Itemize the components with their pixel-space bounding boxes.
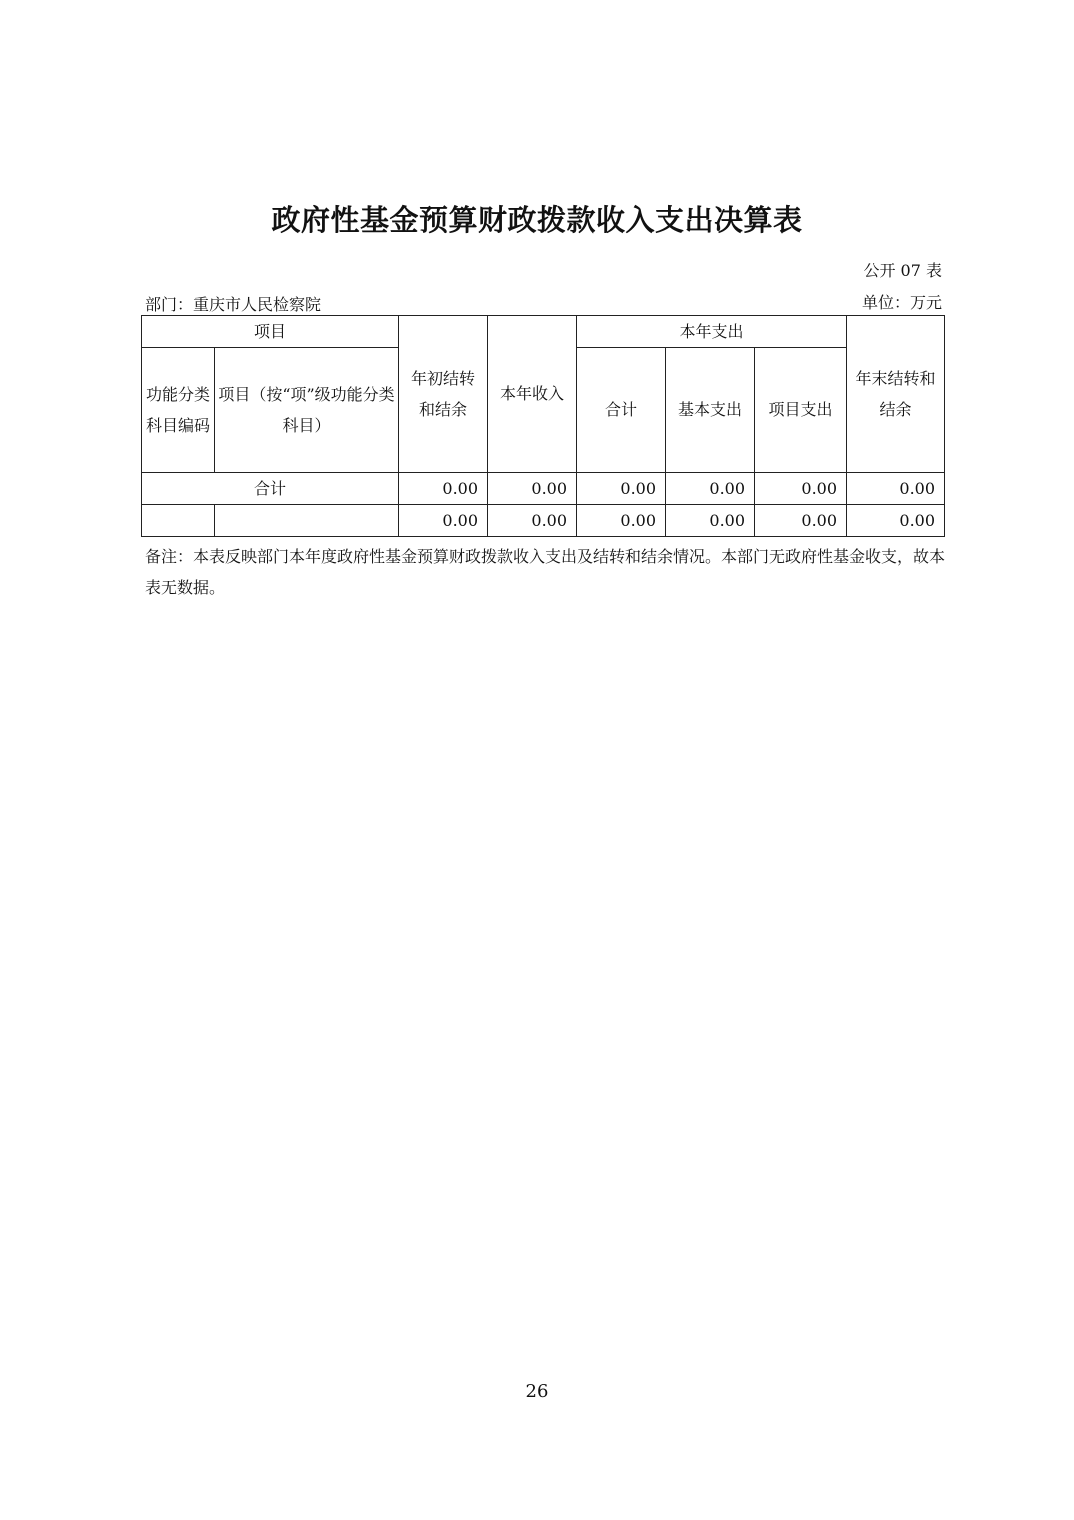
row-basic-expense: 0.00 — [666, 505, 755, 537]
form-code: 公开 07 表 — [863, 261, 942, 280]
table-row — [142, 505, 945, 537]
header-item-name: 项目（按“项”级功能分类科目） — [215, 348, 399, 473]
header-basic-expense: 基本支出 — [666, 348, 755, 473]
header-item-code: 功能分类科目编码 — [142, 348, 215, 473]
budget-table — [141, 315, 945, 537]
total-project-expense: 0.00 — [755, 473, 847, 505]
header-row-1 — [142, 316, 945, 348]
row-item-name — [215, 505, 399, 537]
row-ending-balance: 0.00 — [847, 505, 945, 537]
total-beginning-balance: 0.00 — [399, 473, 488, 505]
total-expense-total: 0.00 — [577, 473, 666, 505]
total-ending-balance: 0.00 — [847, 473, 945, 505]
total-basic-expense: 0.00 — [666, 473, 755, 505]
page-title: 政府性基金预算财政拨款收入支出决算表 — [271, 203, 803, 237]
header-current-expense: 本年支出 — [577, 316, 847, 348]
row-expense-total: 0.00 — [577, 505, 666, 537]
header-item: 项目 — [142, 316, 399, 348]
page-number: 26 — [525, 1381, 549, 1402]
header-beginning-balance: 年初结转和结余 — [399, 316, 488, 473]
header-project-expense: 项目支出 — [755, 348, 847, 473]
row-project-expense: 0.00 — [755, 505, 847, 537]
row-beginning-balance: 0.00 — [399, 505, 488, 537]
total-row-label: 合计 — [142, 473, 399, 505]
unit-label: 单位：万元 — [861, 293, 942, 312]
department-label: 部门：重庆市人民检察院 — [145, 295, 322, 314]
header-total: 合计 — [577, 348, 666, 473]
total-row — [142, 473, 945, 505]
row-current-income: 0.00 — [488, 505, 577, 537]
row-item-code — [142, 505, 215, 537]
total-current-income: 0.00 — [488, 473, 577, 505]
table-note: 备注：本表反映部门本年度政府性基金预算财政拨款收入支出及结转和结余情况。本部门无政府性基金收支，故本表无数据。 — [145, 547, 946, 597]
header-current-income: 本年收入 — [488, 316, 577, 473]
header-ending-balance: 年末结转和结余 — [847, 316, 945, 473]
